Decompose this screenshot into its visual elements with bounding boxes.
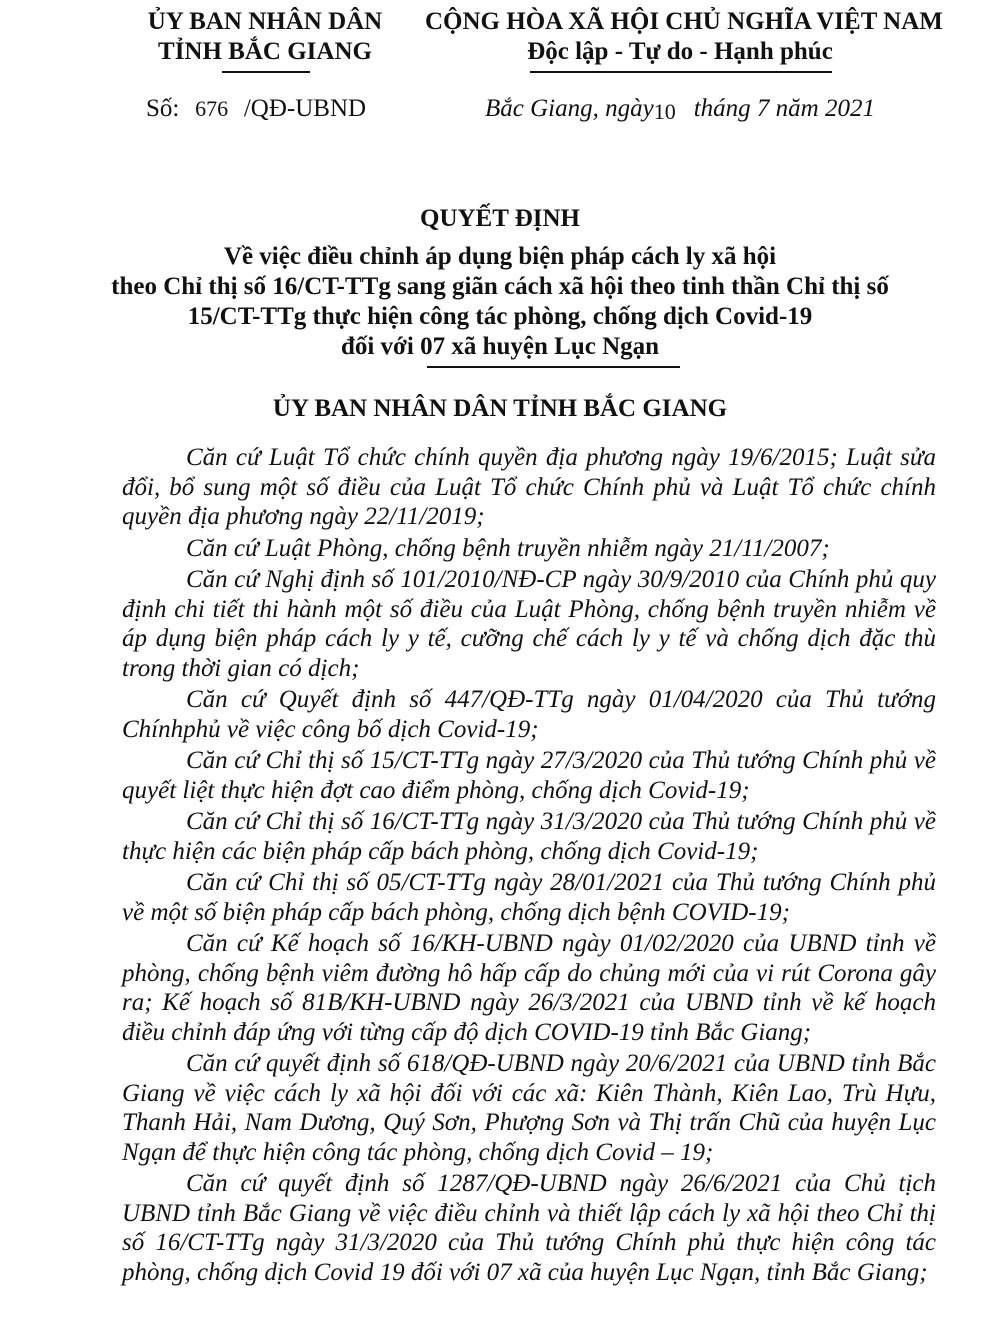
legal-basis-paragraph: Căn cứ Luật Phòng, chống bệnh truyền nhiễm ngày 21/11/2007; bbox=[186, 534, 830, 562]
number-value: 676 bbox=[195, 96, 229, 121]
legal-basis-paragraph: Căn cứ quyết định số 618/QĐ-UBND ngày 20/6/2021 của UBND tỉnh Bắc Giang về việc cách ly xã hội đối với các xã: Kiên Thành, Kiên Lao, Trù Hựu, Thanh Hải, Nam Dương, Quý Sơn, Phượng Sơn và Thị trấn Chũ của huyện Lục Ngạn để thực hiện công tác phòng, chống dịch Covid – 19; bbox=[122, 1050, 936, 1166]
national-motto: Độc lập - Tự do - Hạnh phúc bbox=[527, 38, 833, 65]
document-date bbox=[485, 95, 875, 123]
document-number bbox=[146, 95, 366, 123]
date-prefix: Bắc Giang, ngày bbox=[485, 95, 654, 122]
subject-underline bbox=[427, 366, 680, 368]
document-body bbox=[122, 443, 936, 1289]
legal-basis-paragraph: Căn cứ Quyết định số 447/QĐ-TTg ngày 01/04/2020 của Thủ tướng Chínhphủ về việc công bố dịch Covid-19; bbox=[122, 686, 936, 743]
subject-line-1: Về việc điều chỉnh áp dụng biện pháp cách ly xã hội bbox=[223, 243, 777, 270]
legal-basis-paragraph: Căn cứ quyết định số 1287/QĐ-UBND ngày 26/6/2021 của Chủ tịch UBND tỉnh Bắc Giang về việc điều chỉnh và thiết lập cách ly xã hội theo Chỉ thị số 16/CT-TTg ngày 31/3/2020 của Thủ tướng Chính phủ thực hiện công tác phòng, chống dịch Covid 19 đối với 07 xã của huyện Lục Ngạn, tỉnh Bắc Giang; bbox=[122, 1170, 936, 1286]
number-suffix: /QĐ-UBND bbox=[243, 95, 367, 122]
subject-line-2: theo Chỉ thị số 16/CT-TTg sang giãn cách xã hội theo tinh thần Chỉ thị số bbox=[111, 273, 889, 300]
legal-basis-paragraph: Căn cứ Chỉ thị số 15/CT-TTg ngày 27/3/2020 của Thủ tướng Chính phủ về quyết liệt thực hiện đợt cao điểm phòng, chống dịch Covid-19; bbox=[122, 747, 936, 804]
agency-underline bbox=[222, 71, 310, 73]
number-label: Số: bbox=[146, 95, 180, 122]
legal-basis-paragraph: Căn cứ Chỉ thị số 16/CT-TTg ngày 31/3/2020 của Thủ tướng Chính phủ về thực hiện các biện pháp cấp bách phòng, chống dịch Covid-19; bbox=[122, 808, 936, 865]
legal-basis-paragraph: Căn cứ Chỉ thị số 05/CT-TTg ngày 28/01/2021 của Thủ tướng Chính phủ về một số biện pháp cấp bách phòng, chống dịch bệnh COVID-19; bbox=[122, 869, 936, 926]
agency-name-line1: ỦY BAN NHÂN DÂN bbox=[147, 8, 383, 35]
national-title: CỘNG HÒA XÃ HỘI CHỦ NGHĨA VIỆT NAM bbox=[425, 8, 943, 35]
legal-basis-paragraph: Căn cứ Kế hoạch số 16/KH-UBND ngày 01/02/2020 của UBND tỉnh về phòng, chống bệnh viêm đường hô hấp cấp do chủng mới của vi rút Corona gây ra; Kế hoạch số 81B/KH-UBND ngày 26/3/2021 của UBND tỉnh về kế hoạch điều chỉnh đáp ứng với từng cấp độ dịch COVID-19 tỉnh Bắc Giang; bbox=[122, 930, 936, 1046]
subject-line-3: 15/CT-TTg thực hiện công tác phòng, chống dịch Covid-19 bbox=[187, 303, 813, 330]
legal-basis-paragraph: Căn cứ Luật Tổ chức chính quyền địa phương ngày 19/6/2015; Luật sửa đổi, bổ sung một số điều của Luật Tổ chức Chính phủ và Luật Tổ chức chính quyền địa phương ngày 22/11/2019; bbox=[122, 444, 936, 530]
agency-name-line2: TỈNH BẮC GIANG bbox=[158, 38, 372, 65]
motto-underline bbox=[530, 71, 832, 73]
issuing-authority: ỦY BAN NHÂN DÂN TỈNH BẮC GIANG bbox=[272, 395, 728, 422]
subject-line-4: đối với 07 xã huyện Lục Ngạn bbox=[340, 333, 660, 360]
legal-basis-paragraph: Căn cứ Nghị định số 101/2010/NĐ-CP ngày 30/9/2010 của Chính phủ quy định chi tiết thi hành một số điều của Luật Phòng, chống bệnh truyền nhiễm về áp dụng biện pháp cách ly y tế, cưỡng chế cách ly y tế và chống dịch đặc thù trong thời gian có dịch; bbox=[122, 566, 936, 682]
date-day: 10 bbox=[653, 99, 676, 124]
document-type-heading: QUYẾT ĐỊNH bbox=[420, 205, 580, 232]
date-suffix: tháng 7 năm 2021 bbox=[693, 95, 875, 122]
